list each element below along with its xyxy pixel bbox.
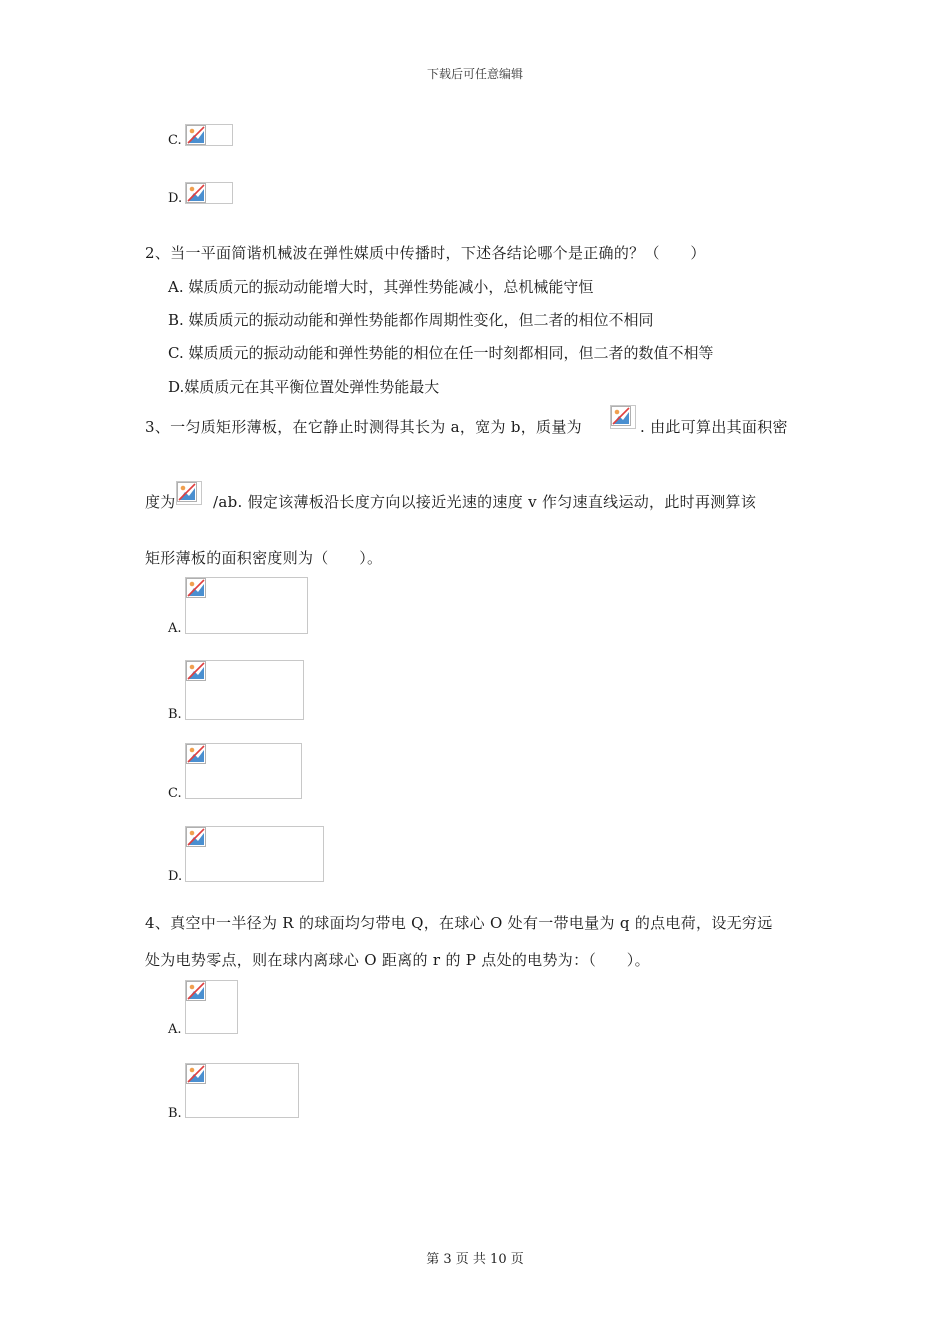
question-3-option-image-d bbox=[185, 826, 324, 882]
question-4-line-1: 4、真空中一半径为 R 的球面均匀带电 Q，在球心 O 处有一带电量为 q 的点电荷，设无穷远 bbox=[145, 914, 773, 932]
inline-image-mass bbox=[610, 405, 636, 429]
question-2-stem: 2、当一平面简谐机械波在弹性媒质中传播时，下述各结论哪个是正确的？（ ） bbox=[145, 244, 706, 262]
question-3-option-image-c bbox=[185, 743, 302, 799]
question-3-option-image-a bbox=[185, 577, 308, 634]
question-4-option-label-a: A. bbox=[168, 1022, 182, 1037]
question-3-line-2b: /ab. 假定该薄板沿长度方向以接近光速的速度 v 作匀速直线运动，此时再测算该 bbox=[213, 493, 757, 511]
broken-image-icon bbox=[186, 661, 206, 681]
inline-image-density bbox=[176, 481, 202, 505]
question-3-line-1a: 3、一匀质矩形薄板，在它静止时测得其长为 a，宽为 b，质量为 bbox=[145, 418, 582, 436]
option-label-c: C. bbox=[168, 133, 182, 148]
question-3-option-label-b: B. bbox=[168, 707, 182, 722]
option-label-d: D. bbox=[168, 191, 183, 206]
question-4-option-label-b: B. bbox=[168, 1106, 182, 1121]
option-image-d bbox=[185, 182, 233, 204]
option-image-c bbox=[185, 124, 233, 146]
broken-image-icon bbox=[186, 183, 206, 203]
question-2-option-c: C. 媒质质元的振动动能和弹性势能的相位在任一时刻都相同，但二者的数值不相等 bbox=[168, 344, 714, 362]
question-4-option-image-a bbox=[185, 980, 238, 1034]
broken-image-icon bbox=[186, 578, 206, 598]
question-2-option-a: A. 媒质质元的振动动能增大时，其弹性势能减小，总机械能守恒 bbox=[168, 278, 594, 296]
broken-image-icon bbox=[177, 482, 197, 502]
question-3-option-label-a: A. bbox=[168, 621, 182, 636]
question-4-line-2: 处为电势零点，则在球内离球心 O 距离的 r 的 P 点处的电势为：（ ）。 bbox=[145, 951, 650, 969]
question-2-option-d: D.媒质质元在其平衡位置处弹性势能最大 bbox=[168, 378, 440, 396]
broken-image-icon bbox=[186, 125, 206, 145]
page-footer: 第 3 页 共 10 页 bbox=[426, 1252, 524, 1267]
broken-image-icon bbox=[611, 406, 631, 426]
page-header: 下载后可任意编辑 bbox=[426, 67, 523, 81]
question-3-option-label-c: C. bbox=[168, 786, 182, 801]
question-3-option-image-b bbox=[185, 660, 304, 720]
question-3-line-1b: . 由此可算出其面积密 bbox=[640, 418, 788, 436]
question-3-line-2a: 度为 bbox=[145, 493, 176, 511]
question-4-option-image-b bbox=[185, 1063, 299, 1118]
question-3-option-label-d: D. bbox=[168, 869, 183, 884]
broken-image-icon bbox=[186, 827, 206, 847]
broken-image-icon bbox=[186, 1064, 206, 1084]
question-2-option-b: B. 媒质质元的振动动能和弹性势能都作周期性变化，但二者的相位不相同 bbox=[168, 311, 654, 329]
question-3-line-3: 矩形薄板的面积密度则为（ ）。 bbox=[145, 549, 383, 567]
broken-image-icon bbox=[186, 744, 206, 764]
broken-image-icon bbox=[186, 981, 206, 1001]
